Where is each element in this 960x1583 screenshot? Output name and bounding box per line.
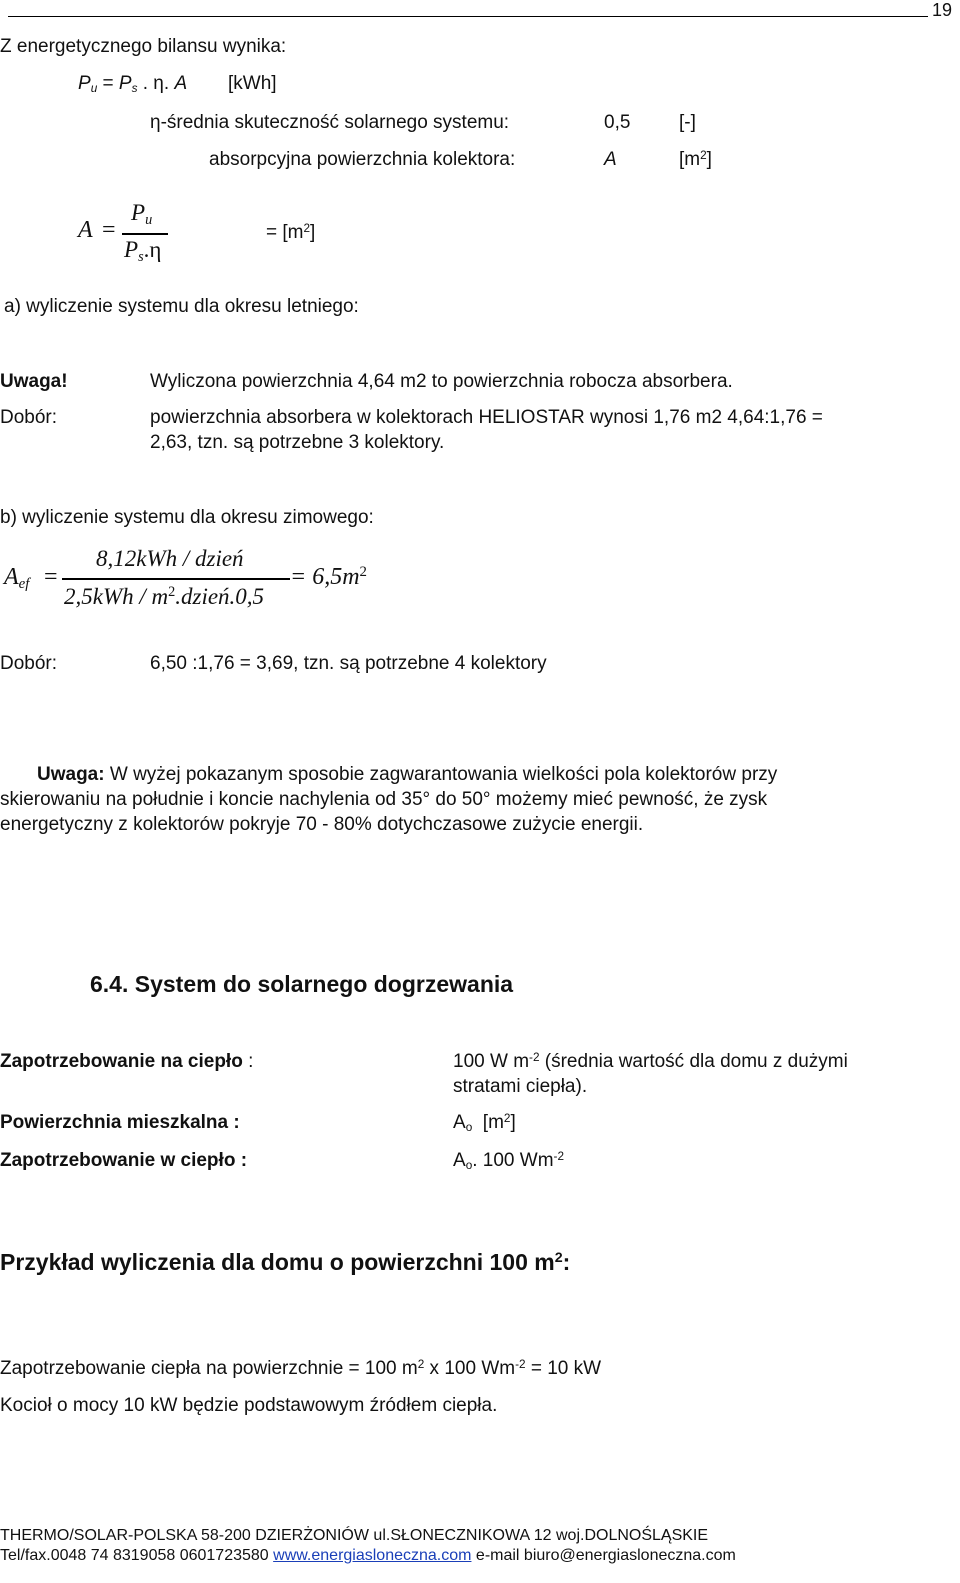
footer-line2: Tel/fax.0048 74 8319058 0601723580 www.energiasloneczna.com e-mail biuro@energiasloneczna.com [0, 1547, 736, 1564]
intro-text: Z energetycznego bilansu wynika: [0, 36, 287, 57]
header-rule [8, 16, 928, 17]
eta-value: 0,5 [604, 112, 631, 133]
footer-line1: THERMO/SOLAR-POLSKA 58-200 DZIERŻONIÓW ul.SŁONECZNIKOWA 12 woj.DOLNOŚLĄSKIE [0, 1527, 709, 1544]
living-area-label: Powierzchnia mieszkalna : [0, 1112, 240, 1133]
area-value: A [604, 149, 617, 170]
section-a-heading: a) wyliczenie systemu dla okresu letniego: [4, 296, 359, 317]
formula-A-num: $P_u$ [131, 200, 153, 228]
section-6-4-heading: 6.4. System do solarnego dogrzewania [90, 971, 514, 997]
website-link[interactable]: www.energiasloneczna.com [273, 1547, 472, 1564]
dobor1-line1: powierzchnia absorbera w kolektorach HELIOSTAR wynosi 1,76 m2 4,64:1,76 = [150, 407, 823, 428]
formula-Aef-eq: = [44, 564, 58, 590]
eta-label: η-średnia skuteczność solarnego systemu: [150, 112, 510, 133]
demand-label: Zapotrzebowanie na ciepło : [0, 1051, 254, 1072]
boiler-line: Kocioł o mocy 10 kW będzie podstawowym źródłem ciepła. [0, 1395, 498, 1416]
dobor2-label: Dobór: [0, 653, 58, 674]
living-area-value: $A_o$ $[m^2]$ [453, 1111, 516, 1134]
demand-value-line2: stratami ciepła). [453, 1076, 588, 1097]
formula-energy-unit: [kWh] [228, 73, 277, 94]
formula-A-eq: = [102, 217, 116, 243]
formula-Aef-den: $2,5kWh / m^2.dzień.0,5$ [64, 584, 265, 609]
example-heading: Przykład wyliczenia dla domu o powierzchni 100 $m^2$: [0, 1249, 571, 1275]
formula-A-lhs: A [78, 217, 93, 243]
note2-line3: energetyczny z kolektorów pokryje 70 - 80% dotychczasowe zużycie energii. [0, 814, 644, 835]
formula-A-den: $P_s.\eta$ [124, 237, 162, 265]
page-number: 19 [932, 0, 953, 20]
formula-Aef-result: = $6,5m^2$ [290, 563, 367, 590]
area-label: absorpcyjna powierzchnia kolektora: [209, 149, 516, 170]
formula-Aef-fraction-bar [62, 578, 290, 580]
dobor1-line2: 2,63, tzn. są potrzebne 3 kolektory. [150, 432, 445, 453]
formula-A-unit: = $[m^2]$ [266, 221, 316, 243]
demand-value: 100 W $m^{-2}$ (średnia wartość dla domu z dużymi [453, 1050, 848, 1072]
note1-label: Uwaga! [0, 371, 68, 392]
pu-symbol: P [78, 73, 91, 94]
section-b-heading: b) wyliczenie systemu dla okresu zimowego: [0, 507, 374, 528]
formula-A-fraction-bar [122, 233, 168, 235]
formula-Aef-num: 8,12kWh / dzień [96, 546, 244, 571]
note1-text: Wyliczona powierzchnia 4,64 m2 to powierzchnia robocza absorbera. [150, 371, 733, 392]
heat-demand-label: Zapotrzebowanie w ciepło : [0, 1150, 248, 1171]
dobor1-label: Dobór: [0, 407, 58, 428]
formula-Aef-lhs: $A_{ef}$ [4, 564, 30, 592]
eta-unit: [-] [679, 112, 696, 133]
heat-demand-value: $A_o$. 100 $Wm^{-2}$ [453, 1149, 565, 1172]
note2-line1: Uwaga: W wyżej pokazanym sposobie zagwarantowania wielkości pola kolektorów przy [37, 764, 778, 785]
calc-line: Zapotrzebowanie ciepła na powierzchnie = 100 $m^2$ x 100 $Wm^{-2} = 10$ kW [0, 1357, 602, 1379]
dobor2-text: 6,50 :1,76 = 3,69, tzn. są potrzebne 4 kolektory [150, 653, 547, 674]
area-unit: $[m^2]$ [679, 148, 712, 170]
note2-line2: skierowaniu na południe i koncie nachylenia od 35° do 50° możemy mieć pewność, że zysk [0, 789, 768, 810]
formula-energy: $P_u = P_s$ . η. A [78, 73, 188, 95]
